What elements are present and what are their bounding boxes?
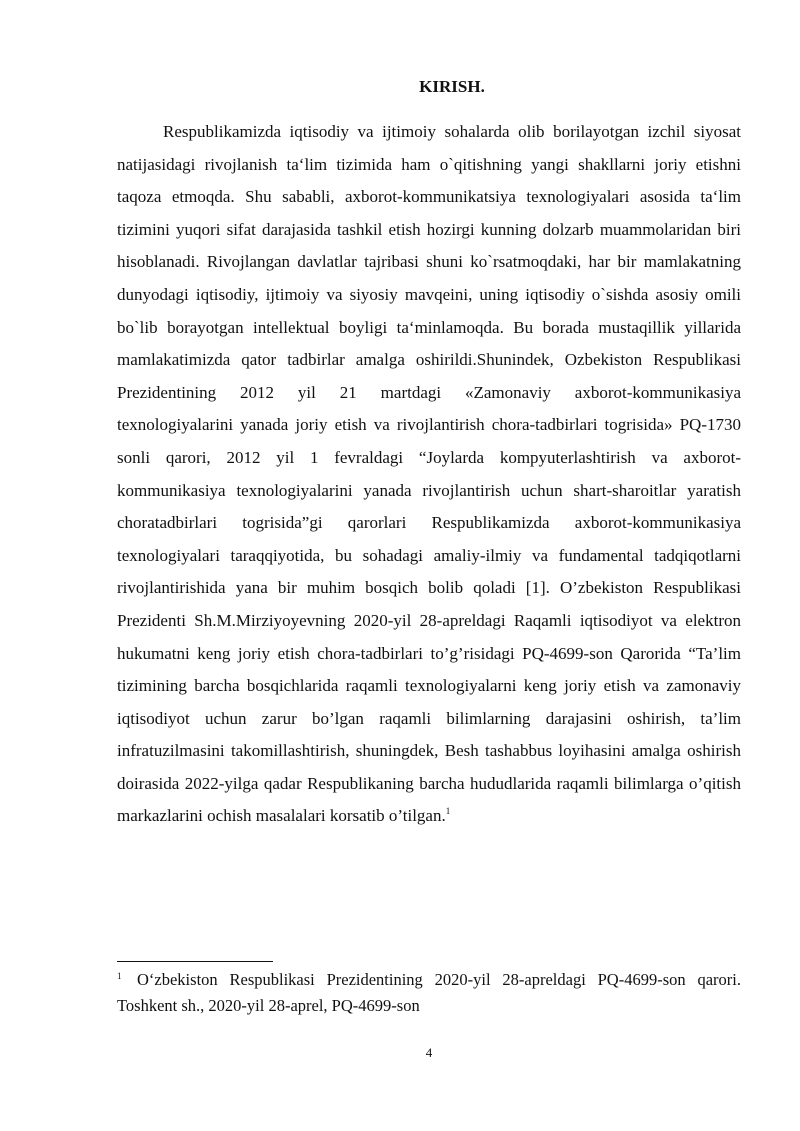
footnote-reference: 1 <box>445 806 451 817</box>
body-paragraph <box>117 116 741 833</box>
footnote-separator <box>117 961 273 962</box>
footnote: $^1$ O‘zbekiston Respublikasi Prezidentining 2020-yil 28-apreldagi PQ-4699-son qarori. Toshkent sh., 2020-yil 28-aprel, PQ-4699-son <box>117 970 741 1015</box>
page-title: KIRISH. <box>419 77 485 96</box>
body-paragraph-text: Respublikamizda iqtisodiy va ijtimoiy sohalarda olib borilayotgan izchil siyosat natijasidagi rivojlanish ta‘lim tizimida ham o`qitishning yangi shakllarni joriy etishni taqoza etmoqda. Shu sababli, axborot-kommunikatsiya texnologiyalari asosida ta‘lim tizimini yuqori sifat darajasida tashkil etish hozirgi kunning dolzarb muammolaridan biri hisoblanadi. Rivojlangan davlatlar tajribasi shuni ko`rsatmoqdaki, har bir mamlakatning dunyodagi iqtisodiy, ijtimoiy va siyosiy mavqeini, uning iqtisodiy o`sishda asosiy omili bo`lib borayotgan intellektual boyligi ta‘minlamoqda. Bu borada mustaqillik yillarida mamlakatimizda qator tadbirlar amalga oshirildi.Shunindek, Ozbekiston Respublikasi Prezidentining 2012 yil 21 martdagi «Zamonaviy axborot-kommunikasiya texnologiyalarini yanada joriy etish va rivojlantirish chora-tadbirlari togrisida» PQ-1730 sonli qarori, 2012 yil 1 fevraldagi “Joylarda kompyuterlashtirish va axborot-kommunikasiya texnologiyalarini yanada rivojlantirish uchun shart-sharoitlar yaratish choratadbirlari togrisida”gi qarorlari Respublikamizda axborot-kommunikasiya texnologiyalari taraqqiyotida, bu sohadagi amaliy-ilmiy va fundamental tadqiqotlarni rivojlantirishida yana bir muhim bosqich bolib qoladi [1]. O’zbekiston Respublikasi Prezidenti Sh.M.Mirziyoyevning 2020-yil 28-apreldagi Raqamli iqtisodiyot va elektron hukumatni keng joriy etish chora-tadbirlari to’g’risidagi PQ-4699-son Qarorida “Ta’lim tizimining barcha bosqichlarida raqamli texnologiyalarni keng joriy etish va zamonaviy iqtisodiyot uchun zarur bo’lgan raqamli bilimlarning darajasini oshirish, ta’lim infratuzilmasini takomillashtirish, shuningdek, Besh tashabbus loyihasini amalga oshirish doirasida 2022-yilga qadar Respublikaning barcha hududlarida raqamli bilimlarga o’qitish markazlarini ochish masalalari korsatib o’tilgan. <box>117 122 741 826</box>
page-number: 4 <box>425 1045 433 1060</box>
footnote-text: O‘zbekiston Respublikasi Prezidentining 2020-yil 28-apreldagi PQ-4699-son qarori. Toshkent sh., 2020-yil 28-aprel, PQ-4699-son <box>117 970 741 1015</box>
